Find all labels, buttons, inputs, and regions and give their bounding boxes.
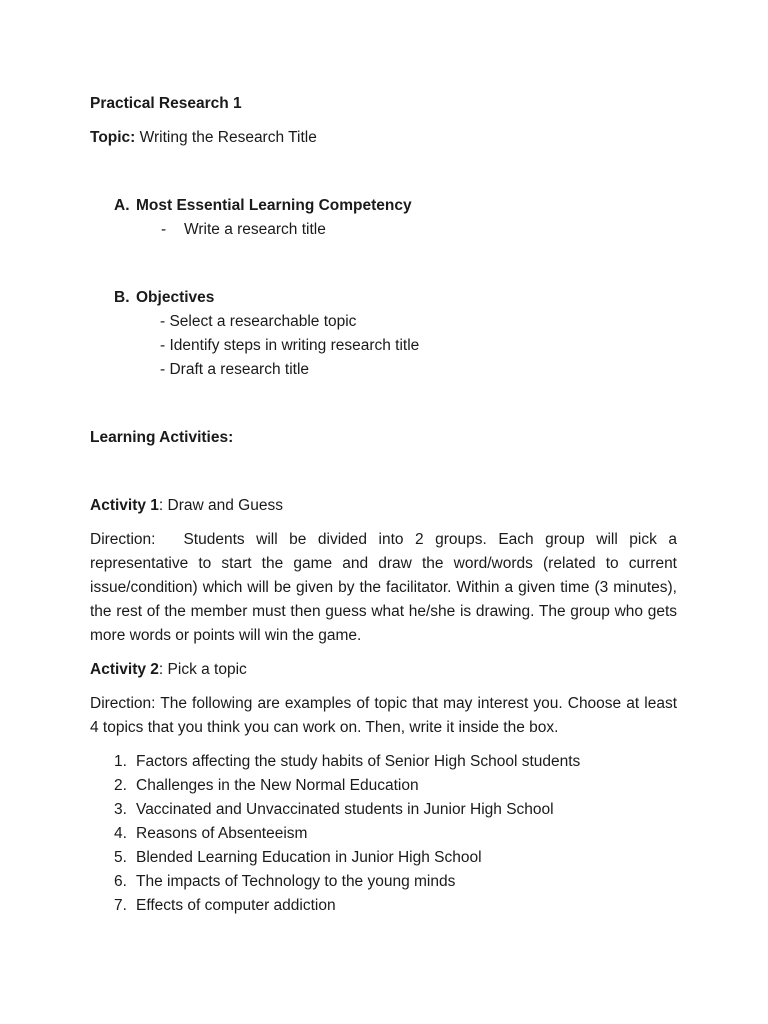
- objective-item: - Draft a research title: [160, 361, 310, 378]
- learning-activities-heading: Learning Activities:: [90, 429, 234, 446]
- activity-1-direction-label: Direction:: [90, 531, 156, 548]
- section-objectives: [90, 286, 677, 382]
- document-page: [90, 92, 677, 918]
- activity-1-title: : Draw and Guess: [158, 497, 283, 514]
- activity-2-label: Activity 2: [90, 661, 159, 678]
- activity-2-title: : Pick a topic: [158, 661, 247, 678]
- topic-value: Writing the Research Title: [135, 129, 317, 146]
- activity-1-heading: [90, 494, 677, 518]
- section-a-heading-line: [114, 194, 677, 218]
- list-item-text: Effects of computer addiction: [136, 897, 336, 914]
- section-b-heading: Objectives: [136, 289, 215, 306]
- list-item-number: 4.: [114, 825, 127, 842]
- section-a-marker: A.: [114, 197, 130, 214]
- section-b-marker: B.: [114, 289, 130, 306]
- list-item-text: Blended Learning Education in Junior High School: [136, 849, 482, 866]
- list-item-number: 2.: [114, 777, 127, 794]
- competency-item: [114, 218, 677, 242]
- section-a-heading: Most Essential Learning Competency: [136, 197, 412, 214]
- objective-item: - Select a researchable topic: [160, 313, 357, 330]
- list-item-text: Challenges in the New Normal Education: [136, 777, 419, 794]
- list-item-text: Vaccinated and Unvaccinated students in Junior High School: [136, 801, 554, 818]
- activity-2-direction: Direction: The following are examples of topic that may interest you. Choose at least 4 topics that you think you can work on. Then, write it inside the box.: [90, 695, 677, 736]
- list-item: [90, 798, 677, 822]
- list-item-number: 6.: [114, 873, 127, 890]
- list-item-text: The impacts of Technology to the young minds: [136, 873, 456, 890]
- document-title: Practical Research 1: [90, 95, 242, 112]
- list-item: [90, 750, 677, 774]
- topic-label: Topic:: [90, 129, 136, 146]
- list-item: [90, 870, 677, 894]
- objective-item: - Identify steps in writing research title: [160, 337, 420, 354]
- list-item: [90, 894, 677, 918]
- list-item-text: Factors affecting the study habits of Senior High School students: [136, 753, 581, 770]
- section-competency: [90, 194, 677, 242]
- competency-text: Write a research title: [184, 221, 326, 238]
- activity-1-label: Activity 1: [90, 497, 159, 514]
- list-item-number: 1.: [114, 753, 127, 770]
- list-item-number: 5.: [114, 849, 127, 866]
- topic-list: [90, 750, 677, 918]
- list-item: [90, 846, 677, 870]
- section-b-heading-line: [114, 286, 677, 310]
- topic-line: [90, 126, 677, 150]
- list-item-text: Reasons of Absenteeism: [136, 825, 308, 842]
- activity-1-direction-text: Students will be divided into 2 groups. Each group will pick a representative to start the game and draw the word/words (related to current issue/condition) which will be given by the facilitator. Within a given time (3 minutes), the rest of the member must then guess what he/she is drawing. The group who gets more words or points will win the game.: [90, 531, 677, 644]
- list-item-number: 3.: [114, 801, 127, 818]
- activity-2-heading: [90, 658, 677, 682]
- activity-1-direction: [90, 528, 677, 648]
- list-item: [90, 774, 677, 798]
- competency-dash: -: [161, 221, 167, 238]
- list-item: [90, 822, 677, 846]
- list-item-number: 7.: [114, 897, 127, 914]
